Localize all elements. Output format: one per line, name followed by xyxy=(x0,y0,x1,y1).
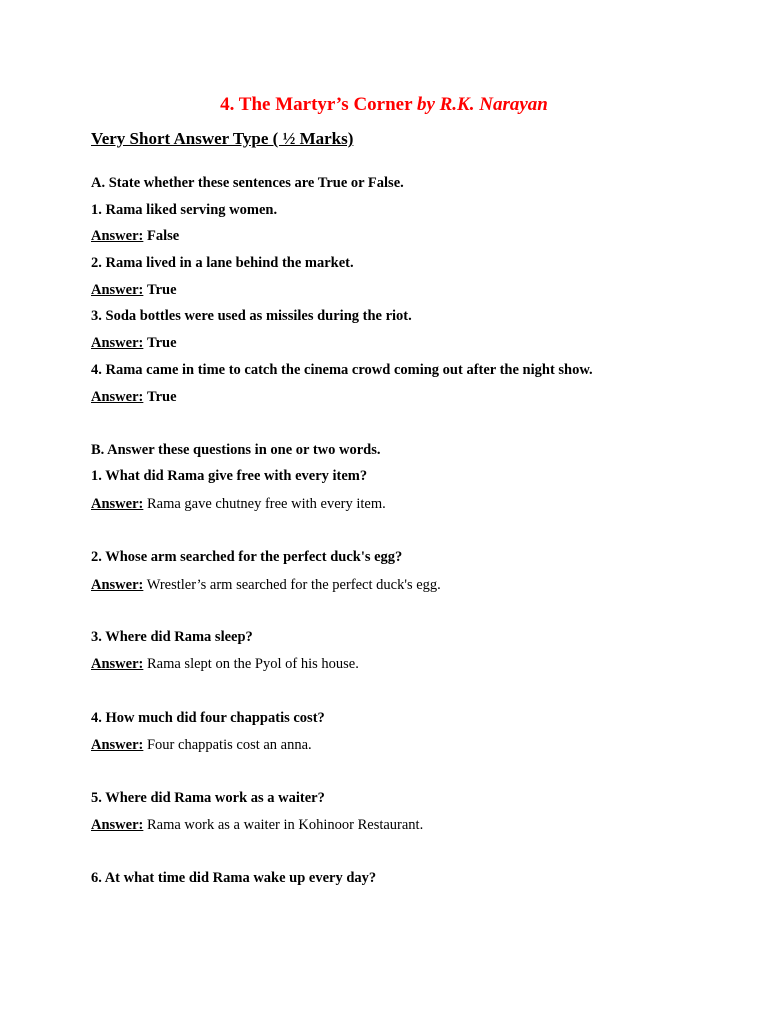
answer-text: Wrestler’s arm searched for the perfect duck's egg. xyxy=(146,577,441,593)
answer-label: Answer: xyxy=(91,656,144,672)
part-b-answer-2 xyxy=(91,576,441,594)
answer-label: Answer: xyxy=(91,817,144,833)
answer-text: True xyxy=(146,282,177,298)
answer-text: True xyxy=(146,335,177,351)
part-a-question-4: 4. Rama came in time to catch the cinema crowd coming out after the night show. xyxy=(91,362,593,378)
title-author: by R.K. Narayan xyxy=(416,94,548,115)
part-a-answer-2 xyxy=(91,281,177,299)
part-a-answer-1 xyxy=(91,227,179,245)
answer-text: Four chappatis cost an anna. xyxy=(146,737,312,753)
part-a-question-2: 2. Rama lived in a lane behind the market. xyxy=(91,255,354,271)
part-b-question-3: 3. Where did Rama sleep? xyxy=(91,629,253,645)
answer-text: Rama gave chutney free with every item. xyxy=(146,496,386,512)
part-b-question-4: 4. How much did four chappatis cost? xyxy=(91,710,325,726)
answer-label: Answer: xyxy=(91,737,144,753)
part-a-question-3: 3. Soda bottles were used as missiles during the riot. xyxy=(91,308,412,324)
answer-text: Rama work as a waiter in Kohinoor Restaurant. xyxy=(146,817,424,833)
part-b-answer-1 xyxy=(91,495,386,513)
answer-label: Answer: xyxy=(91,389,144,405)
part-a-question-1: 1. Rama liked serving women. xyxy=(91,202,278,218)
answer-label: Answer: xyxy=(91,228,144,244)
part-a-instruction: A. State whether these sentences are True or False. xyxy=(91,175,404,191)
answer-label: Answer: xyxy=(91,496,144,512)
answer-label: Answer: xyxy=(91,282,144,298)
answer-label: Answer: xyxy=(91,577,144,593)
part-b-answer-3 xyxy=(91,655,359,673)
part-b-answer-4 xyxy=(91,736,312,754)
title-main: 4. The Martyr’s Corner xyxy=(220,94,413,115)
part-b-question-5: 5. Where did Rama work as a waiter? xyxy=(91,790,325,806)
part-b-question-1: 1. What did Rama give free with every item? xyxy=(91,468,368,484)
part-b-answer-5 xyxy=(91,816,423,834)
section-heading: Very Short Answer Type ( ½ Marks) xyxy=(91,129,354,148)
answer-label: Answer: xyxy=(91,335,144,351)
answer-text: True xyxy=(146,389,177,405)
answer-text: False xyxy=(146,228,180,244)
part-a-answer-3 xyxy=(91,334,177,352)
document-title xyxy=(0,93,768,117)
answer-text: Rama slept on the Pyol of his house. xyxy=(146,656,359,672)
part-b-question-6: 6. At what time did Rama wake up every day? xyxy=(91,870,377,886)
part-b-question-2: 2. Whose arm searched for the perfect duck's egg? xyxy=(91,549,403,565)
part-b-instruction: B. Answer these questions in one or two words. xyxy=(91,442,381,458)
part-a-answer-4 xyxy=(91,388,177,406)
